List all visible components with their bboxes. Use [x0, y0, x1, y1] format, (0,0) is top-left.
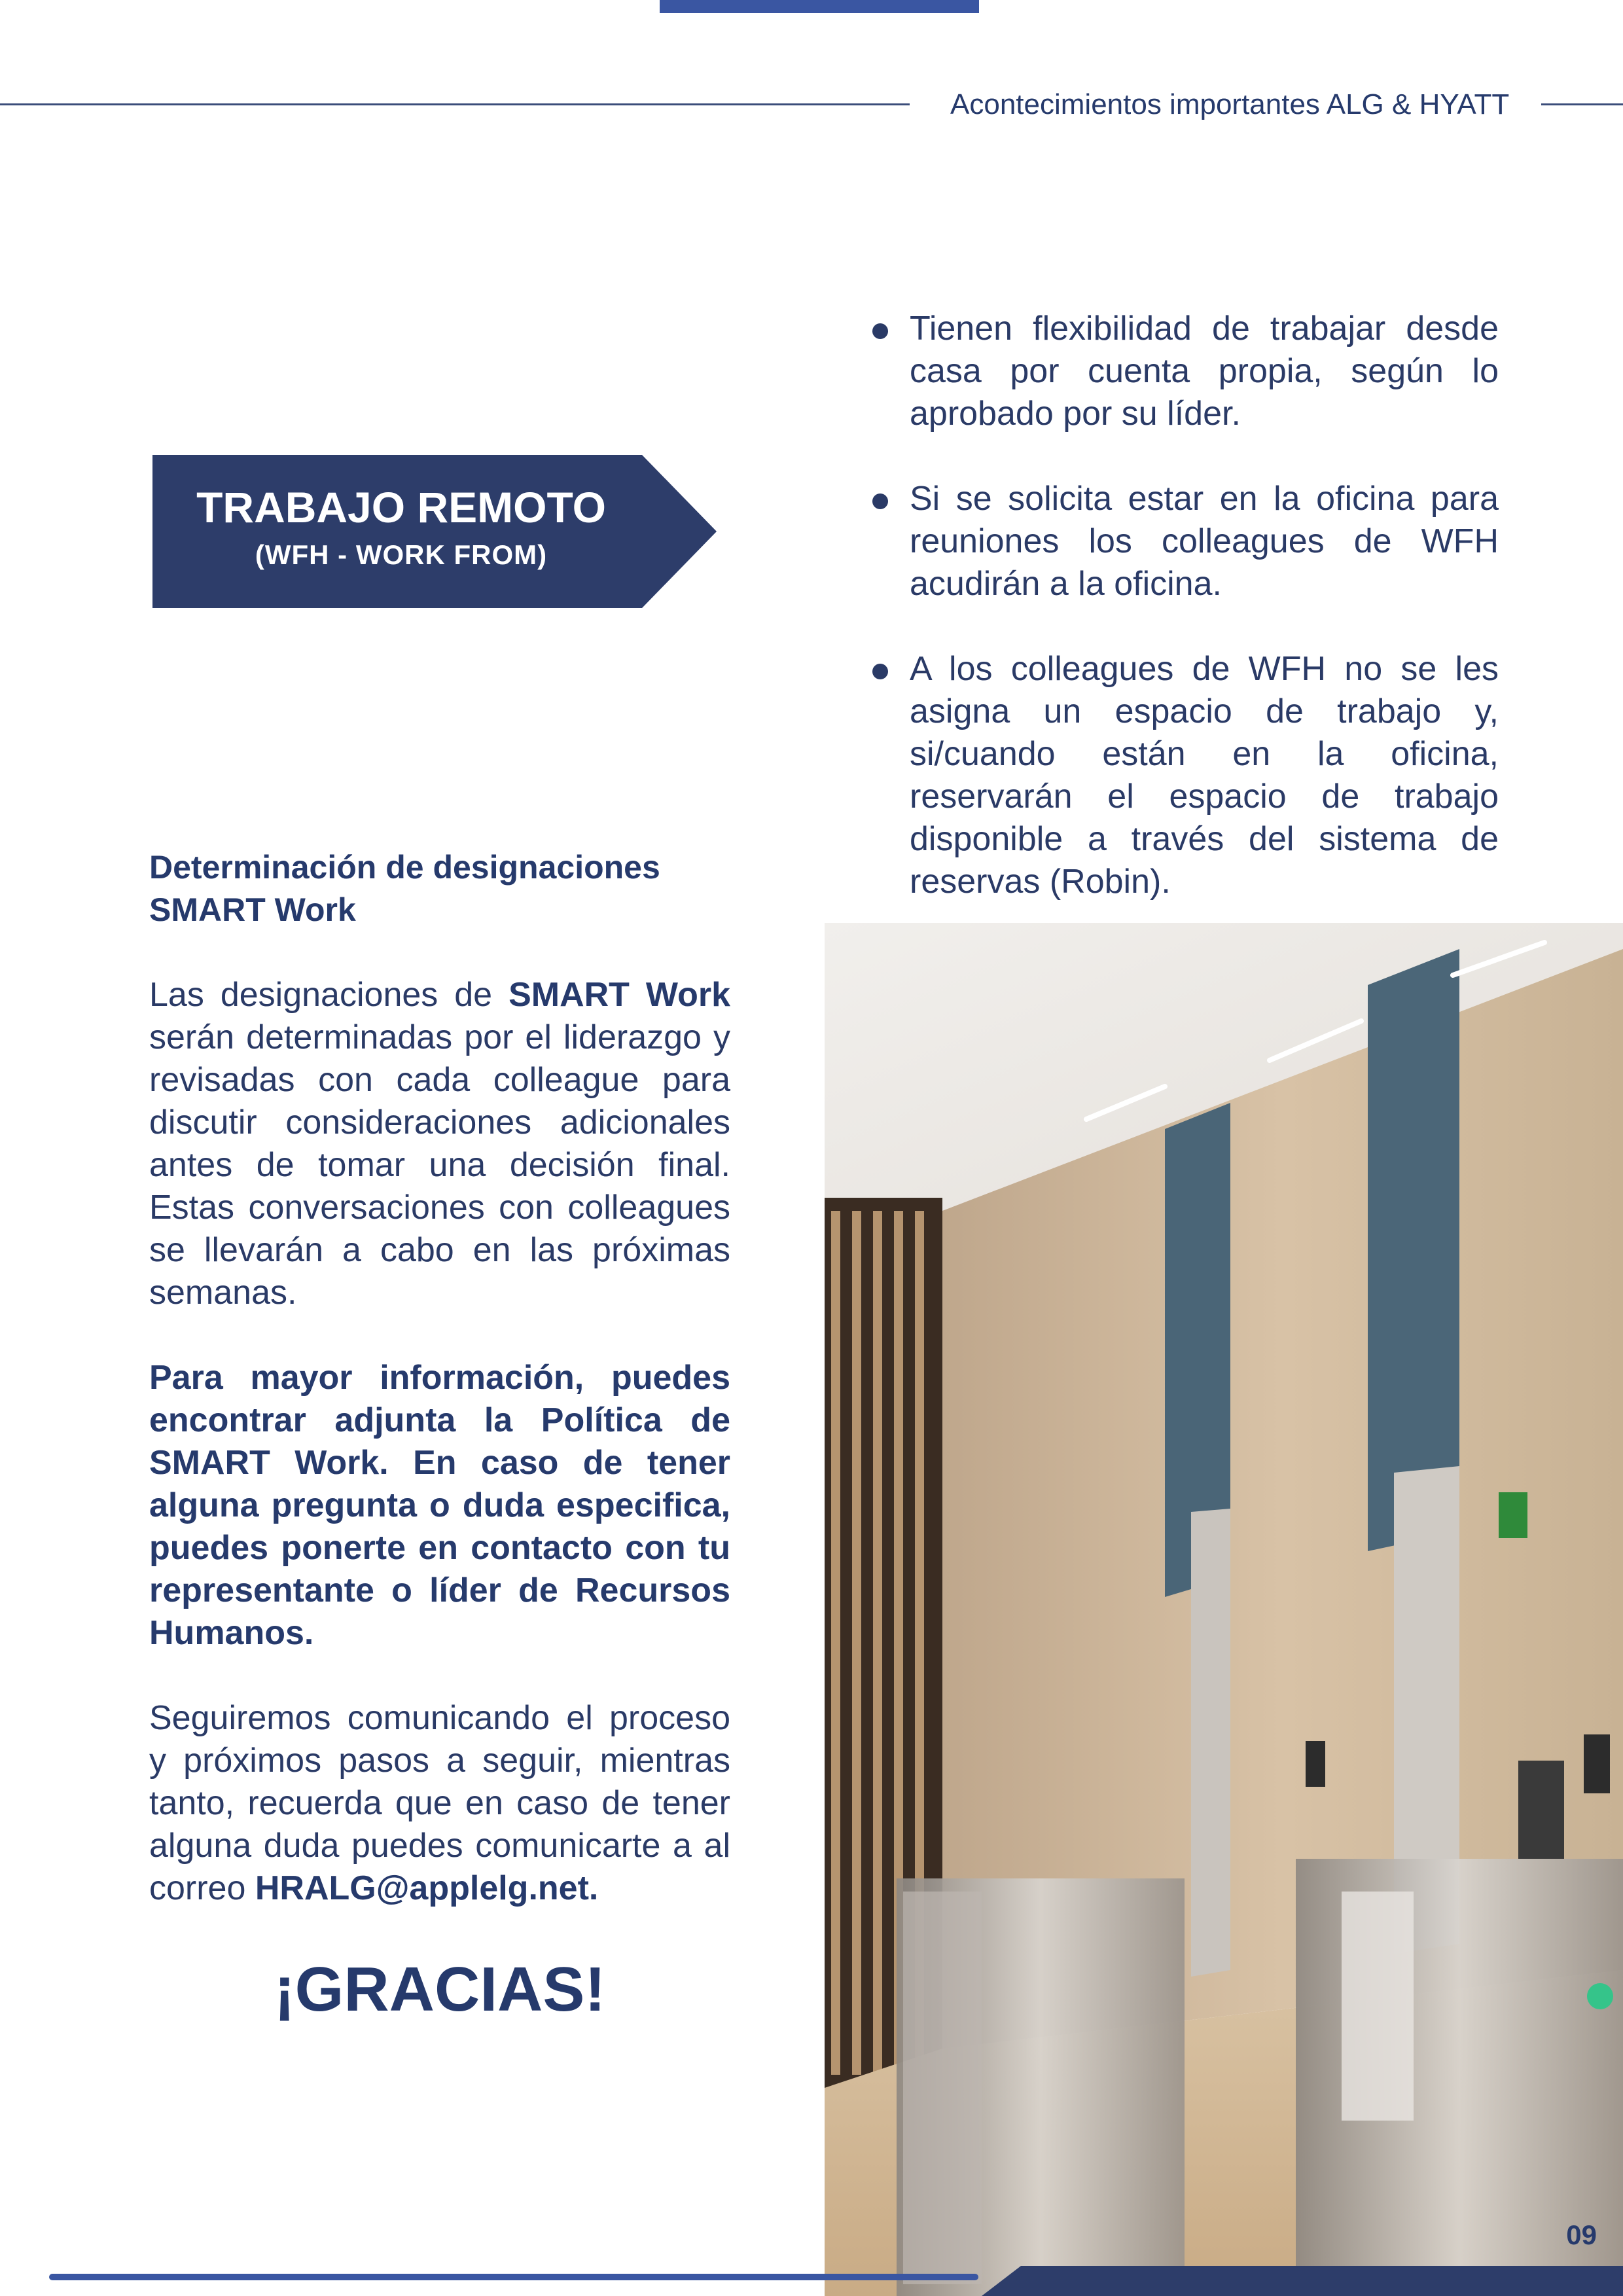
list-item — [870, 308, 1499, 435]
header-rule-right — [1541, 103, 1623, 105]
bullet-text: Si se solicita estar en la oficina para reuniones los colleagues de WFH acudirán a la oficina. — [910, 480, 1499, 603]
paragraph-designations — [149, 974, 730, 1314]
face-scanner-icon — [1518, 1761, 1564, 1859]
footer-rule — [49, 2274, 978, 2280]
smart-work-section — [149, 846, 730, 1910]
bullet-dot-icon — [872, 664, 888, 679]
bullet-text: Tienen flexibilidad de trabajar desde casa por cuenta propia, según lo aprobado por su líder. — [910, 310, 1499, 433]
face-scanner-icon — [1306, 1741, 1325, 1787]
page-number: 09 — [1566, 2219, 1597, 2250]
bullet-dot-icon — [872, 323, 888, 339]
contact-email-link[interactable]: HRALG@applelg.net. — [255, 1869, 599, 1907]
bullet-text: A los colleagues de WFH no se les asigna un espacio de trabajo y, si/cuando están en la oficina, reservarán el espacio de trabajo disponible a través del sistema de reservas (Robin). — [910, 650, 1499, 901]
smart-work-emphasis: SMART Work — [508, 976, 730, 1014]
list-item — [870, 478, 1499, 605]
paragraph-text: Seguiremos comunicando el proceso y próximos pasos a seguir, mientras tanto, recuerda que en caso de tener alguna duda puedes comunicarte a al correo — [149, 1699, 730, 1907]
section-banner — [152, 455, 717, 608]
list-item — [870, 648, 1499, 903]
bullet-dot-icon — [872, 493, 888, 509]
lobby-illustration — [825, 923, 1623, 2296]
banner-title: TRABAJO REMOTO — [196, 483, 606, 531]
thanks-heading: ¡GRACIAS! — [274, 1954, 606, 2024]
paragraph-text: serán determinadas por el liderazgo y revisadas con cada colleague para discutir consideraciones adicionales antes de tomar una decisión final. Estas conversaciones con colleagues se llevarán a cabo en las próximas semanas. — [149, 1018, 730, 1312]
exit-sign-icon — [1499, 1492, 1527, 1538]
header-rule-left — [0, 103, 910, 105]
paragraph-contact — [149, 1697, 730, 1910]
header-title: Acontecimientos importantes ALG & HYATT — [950, 88, 1510, 120]
lobby-photo — [825, 923, 1623, 2296]
wfh-bullet-list — [870, 308, 1499, 946]
paragraph-text: Las designaciones de — [149, 976, 509, 1014]
paragraph-more-info: Para mayor información, puedes encontrar adjunta la Política de SMART Work. En caso de tener alguna pregunta o duda especifica, puedes ponerte en contacto con tu representante o líder de Recursos Humanos. — [149, 1359, 730, 1652]
section-heading: Determinación de designaciones SMART Work — [149, 849, 660, 928]
top-accent-bar — [660, 0, 979, 13]
banner-subtitle: (WFH - WORK FROM) — [255, 539, 548, 570]
footer-accent-shape — [982, 2266, 1623, 2296]
